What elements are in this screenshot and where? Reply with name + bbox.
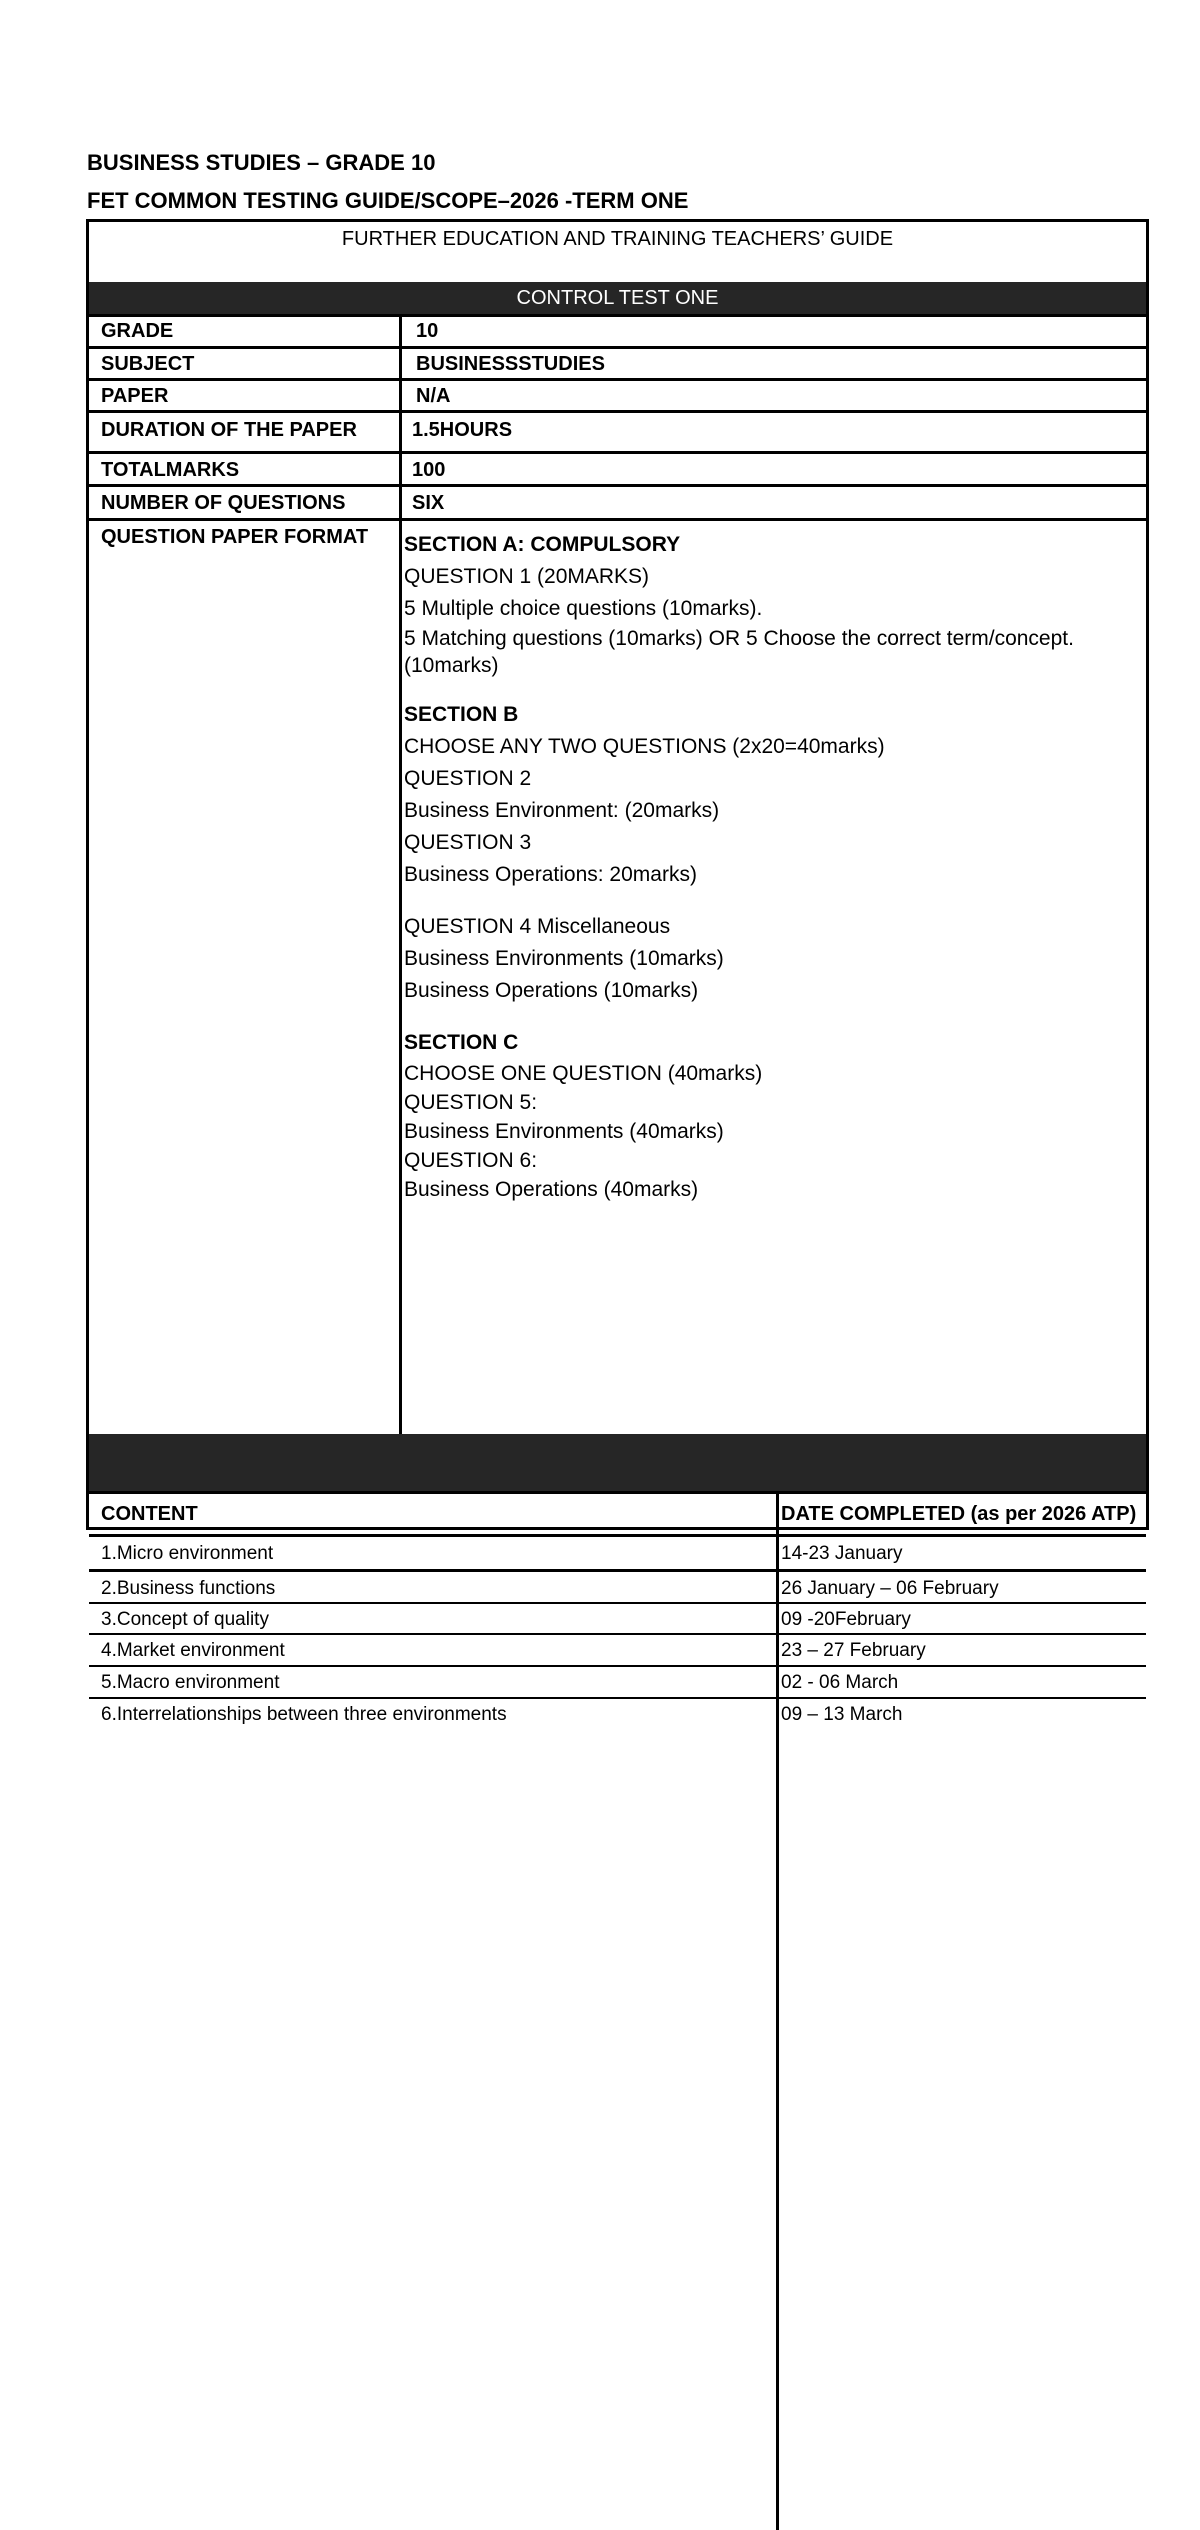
section-c-heading: SECTION C (404, 1031, 519, 1054)
question-4-environments: Business Environments (10marks) (404, 947, 724, 970)
question-6: QUESTION 6: (404, 1149, 538, 1172)
question-3-description: Business Operations: 20marks) (404, 863, 697, 886)
subject-value: BUSINESSSTUDIES (416, 353, 605, 375)
content-band (89, 1434, 1146, 1491)
question-1-matching: 5 Matching questions (10marks) OR 5 Choose the correct term/concept. (10marks) (404, 627, 1074, 677)
question-paper-format-label: QUESTION PAPER FORMAT (101, 526, 369, 548)
question-paper-format (404, 529, 1134, 1204)
content-row-4: 4.Market environment (101, 1640, 285, 1661)
content-row-2: 2.Business functions (101, 1578, 276, 1599)
date-row-1: 14-23 January (781, 1543, 903, 1564)
section-b-instruction: CHOOSE ANY TWO QUESTIONS (2x20=40marks) (404, 735, 885, 758)
question-6-description: Business Operations (40marks) (404, 1178, 699, 1201)
date-row-2: 26 January – 06 February (781, 1578, 999, 1599)
total-marks-label: TOTALMARKS (101, 459, 240, 481)
question-1: QUESTION 1 (20MARKS) (404, 565, 650, 588)
date-completed-header: DATE COMPLETED (as per 2026 ATP) (781, 1503, 1137, 1525)
guide-title: FURTHER EDUCATION AND TRAINING TEACHERS’ GUIDE (341, 228, 894, 250)
section-b-heading: SECTION B (404, 703, 519, 726)
duration-label: DURATION OF THE PAPER (101, 419, 357, 441)
date-row-3: 09 -20February (781, 1609, 911, 1630)
document-subtitle: FET COMMON TESTING GUIDE/SCOPE–2026 -TERM ONE (87, 188, 689, 213)
grade-label: GRADE (101, 320, 174, 342)
question-5: QUESTION 5: (404, 1091, 538, 1114)
section-a-heading: SECTION A: COMPULSORY (404, 533, 681, 556)
date-row-5: 02 - 06 March (781, 1672, 899, 1693)
content-row-3: 3.Concept of quality (101, 1609, 269, 1630)
number-of-questions-value: SIX (412, 492, 445, 514)
control-test-title: CONTROL TEST ONE (516, 287, 719, 309)
question-3: QUESTION 3 (404, 831, 532, 854)
date-row-6: 09 – 13 March (781, 1704, 903, 1725)
question-2: QUESTION 2 (404, 767, 532, 790)
date-row-4: 23 – 27 February (781, 1640, 926, 1661)
content-row-6: 6.Interrelationships between three environments (101, 1704, 507, 1725)
question-5-description: Business Environments (40marks) (404, 1120, 724, 1143)
question-4: QUESTION 4 Miscellaneous (404, 915, 671, 938)
question-1-multiple-choice: 5 Multiple choice questions (10marks). (404, 597, 763, 620)
paper-label: PAPER (101, 385, 169, 407)
document-title: BUSINESS STUDIES – GRADE 10 (87, 150, 436, 175)
question-2-description: Business Environment: (20marks) (404, 799, 720, 822)
content-header: CONTENT (101, 1503, 198, 1525)
subject-label: SUBJECT (101, 353, 195, 375)
guide-table (86, 219, 1149, 1725)
total-marks-value: 100 (412, 459, 446, 481)
content-row-5: 5.Macro environment (101, 1672, 280, 1693)
content-row-1: 1.Micro environment (101, 1543, 274, 1564)
duration-value: 1.5HOURS (412, 419, 513, 441)
section-c-instruction: CHOOSE ONE QUESTION (40marks) (404, 1062, 763, 1085)
number-of-questions-label: NUMBER OF QUESTIONS (101, 492, 346, 514)
grade-value: 10 (416, 320, 439, 342)
paper-value: N/A (416, 385, 451, 407)
question-4-operations: Business Operations (10marks) (404, 979, 699, 1002)
